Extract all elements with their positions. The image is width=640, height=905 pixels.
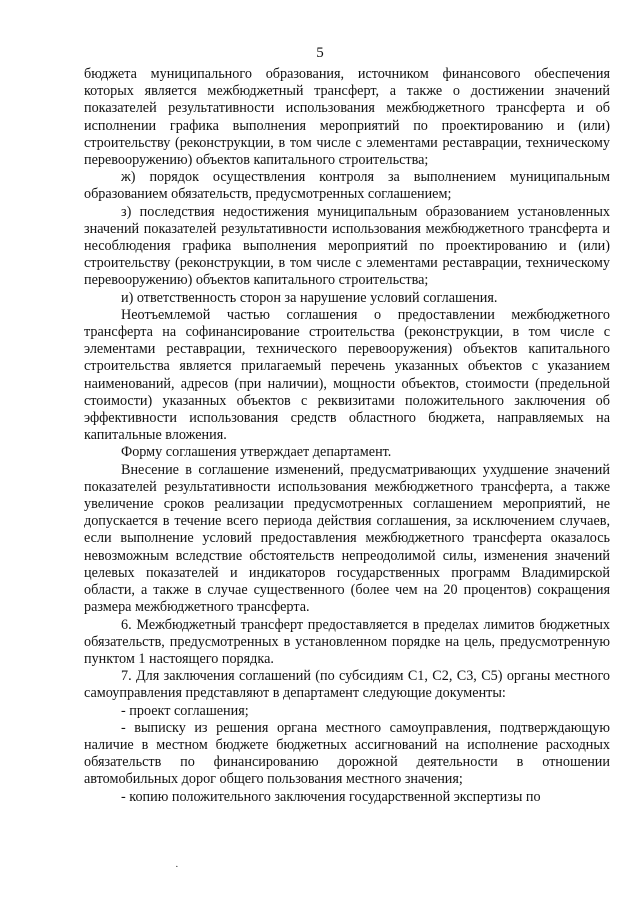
paragraph: 6. Межбюджетный трансферт предоставляется в пределах лимитов бюджетных обязательств, предусмотренных в установленном порядке на цель, предусмотренную пунктом 1 настоящего порядка. xyxy=(84,616,610,667)
paragraph: ж) порядок осуществления контроля за выполнением муниципальным образованием обязательств, предусмотренных соглашением; xyxy=(84,169,610,203)
paragraph: - выписку из решения органа местного самоуправления, подтверждающую наличие в местном бюджете бюджетных ассигнований на исполнение расходных обязательств по финансированию дорожной деятельности в отношении автомобильных дорог общего пользования местного значения; xyxy=(84,719,610,788)
paragraph: Форму соглашения утверждает департамент. xyxy=(121,444,392,461)
paragraph: 7. Для заключения соглашений (по субсидиям С1, С2, С3, С5) органы местного самоуправления представляют в департамент следующие документы: xyxy=(84,668,610,702)
paragraph: и) ответственность сторон за нарушение условий соглашения. xyxy=(121,289,498,306)
page-number: 5 xyxy=(316,45,324,61)
paragraph: - копию положительного заключения государственной экспертизы по xyxy=(121,788,541,805)
document-body xyxy=(84,66,610,806)
footer-mark: · xyxy=(175,861,179,873)
paragraph: бюджета муниципального образования, источником финансового обеспечения которых является межбюджетный трансферт, а также о достижении значений показателей результативности использования межбюджетного трансферта и об исполнении графика выполнения мероприятий по проектированию и (или) строительству (реконструкции, в том числе с элементами реставрации, техническому перевооружению) объектов капитального строительства; xyxy=(84,66,610,169)
paragraph: Внесение в соглашение изменений, предусматривающих ухудшение значений показателей результативности использования межбюджетного трансферта, а также увеличение сроков реализации предусмотренных соглашением мероприятий, не допускается в течение всего периода действия соглашения, за исключением случаев, если выполнение условий предоставления межбюджетного трансферта оказалось невозможным вследствие обстоятельств непреодолимой силы, изменения значений целевых показателей и индикаторов государственных программ Владимирской области, а также в случае существенного (более чем на 20 процентов) сокращения размера межбюджетного трансферта. xyxy=(84,461,610,616)
paragraph: - проект соглашения; xyxy=(121,702,249,719)
paragraph: Неотъемлемой частью соглашения о предоставлении межбюджетного трансферта на софинансирование строительства (реконструкции, в том числе с элементами реставрации, технического перевооружения) объектов капитального строительства является прилагаемый перечень указанных объектов с указанием наименований, адресов (при наличии), мощности объектов, стоимости (предельной стоимости) указанных объектов с реквизитами положительного заключения об эффективности использования средств областного бюджета, направляемых на капитальные вложения. xyxy=(84,306,610,444)
paragraph: з) последствия недостижения муниципальным образованием установленных значений показателей результативности использования межбюджетного трансферта и несоблюдения графика выполнения мероприятий по проектированию и (или) строительству (реконструкции, в том числе с элементами реставрации, техническому перевооружению) объектов капитального строительства; xyxy=(84,203,610,289)
